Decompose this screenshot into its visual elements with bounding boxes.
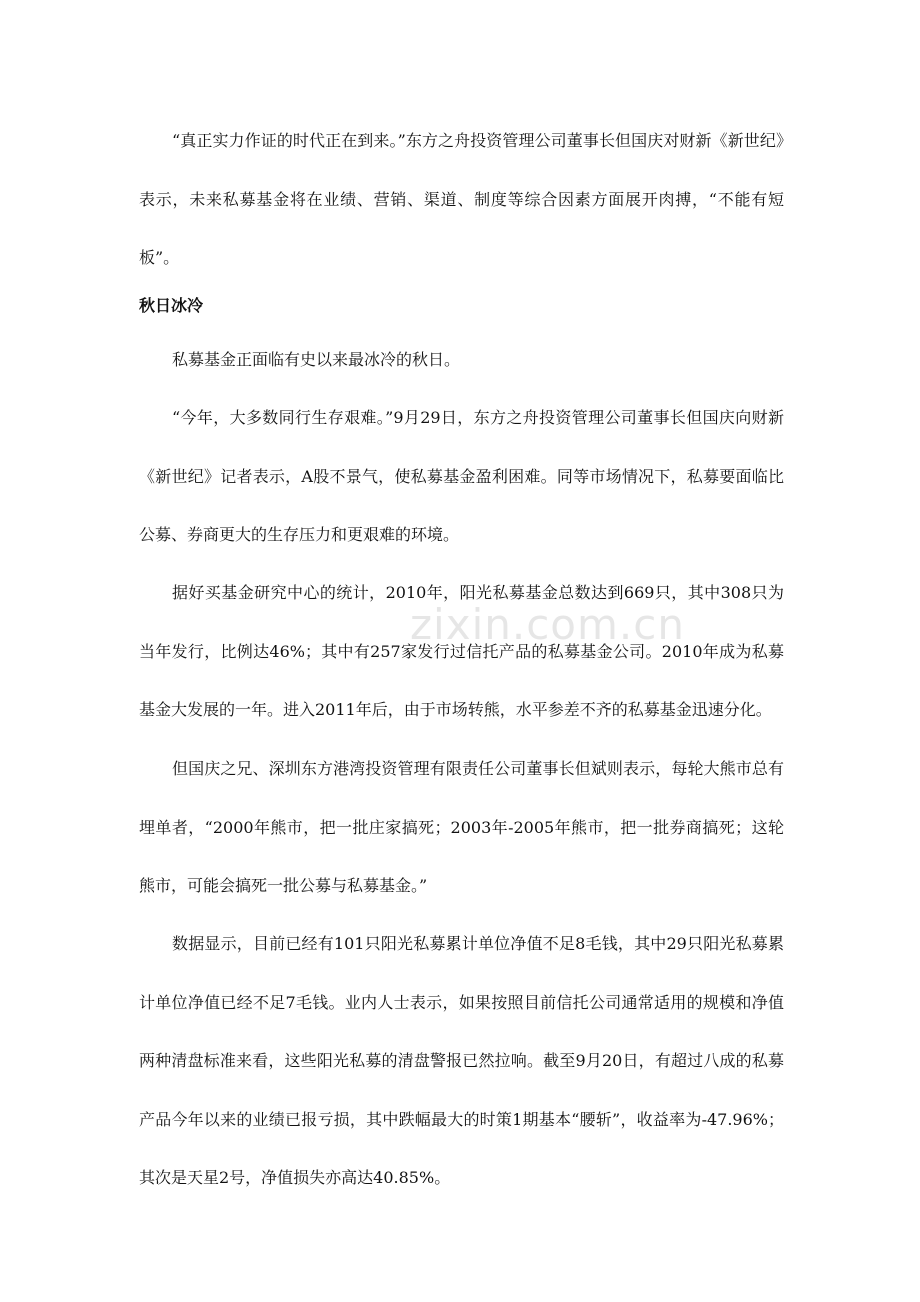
paragraph-5: 数据显示，目前已经有101只阳光私募累计单位净值不足8毛钱，其中29只阳光私募累计单位净值已经不足7毛钱。业内人士表示，如果按照目前信托公司通常适用的规模和净值两种清盘标准来看，这些阳光私募的清盘警报已然拉响。截至9月20日，有超过八成的私募产品今年以来的业绩已报亏损，其中跌幅最大的时策1期基本“腰斩”，收益率为-47.96%；其次是天星2号，净值损失亦高达40.85%。 — [139, 934, 784, 1187]
paragraph-2: “今年，大多数同行生存艰难。”9月29日，东方之舟投资管理公司董事长但国庆向财新《新世纪》记者表示，A股不景气，使私募基金盈利困难。同等市场情况下，私募要面临比公募、券商更大的生存压力和更艰难的环境。 — [139, 408, 784, 544]
paragraph-1: 私募基金正面临有史以来最冰冷的秋日。 — [172, 350, 461, 369]
paragraph-3: 据好买基金研究中心的统计，2010年，阳光私募基金总数达到669只，其中308只为当年发行，比例达46%；其中有257家发行过信托产品的私募基金公司。2010年成为私募基金大发展的一年。进入2011年后，由于市场转熊，水平参差不齐的私募基金迅速分化。 — [139, 583, 784, 719]
paragraph-4: 但国庆之兄、深圳东方港湾投资管理有限责任公司董事长但斌则表示，每轮大熊市总有埋单者，“2000年熊市，把一批庄家搞死；2003年-2005年熊市，把一批券商搞死；这轮熊市，可能会搞死一批公募与私募基金。” — [139, 759, 784, 895]
paragraph-intro: “真正实力作证的时代正在到来。”东方之舟投资管理公司董事长但国庆对财新《新世纪》表示，未来私募基金将在业绩、营销、渠道、制度等综合因素方面展开肉搏，“不能有短板”。 — [139, 131, 784, 267]
watermark: zixin.com.cn — [410, 600, 685, 649]
section-heading: 秋日冰冷 — [139, 296, 204, 315]
